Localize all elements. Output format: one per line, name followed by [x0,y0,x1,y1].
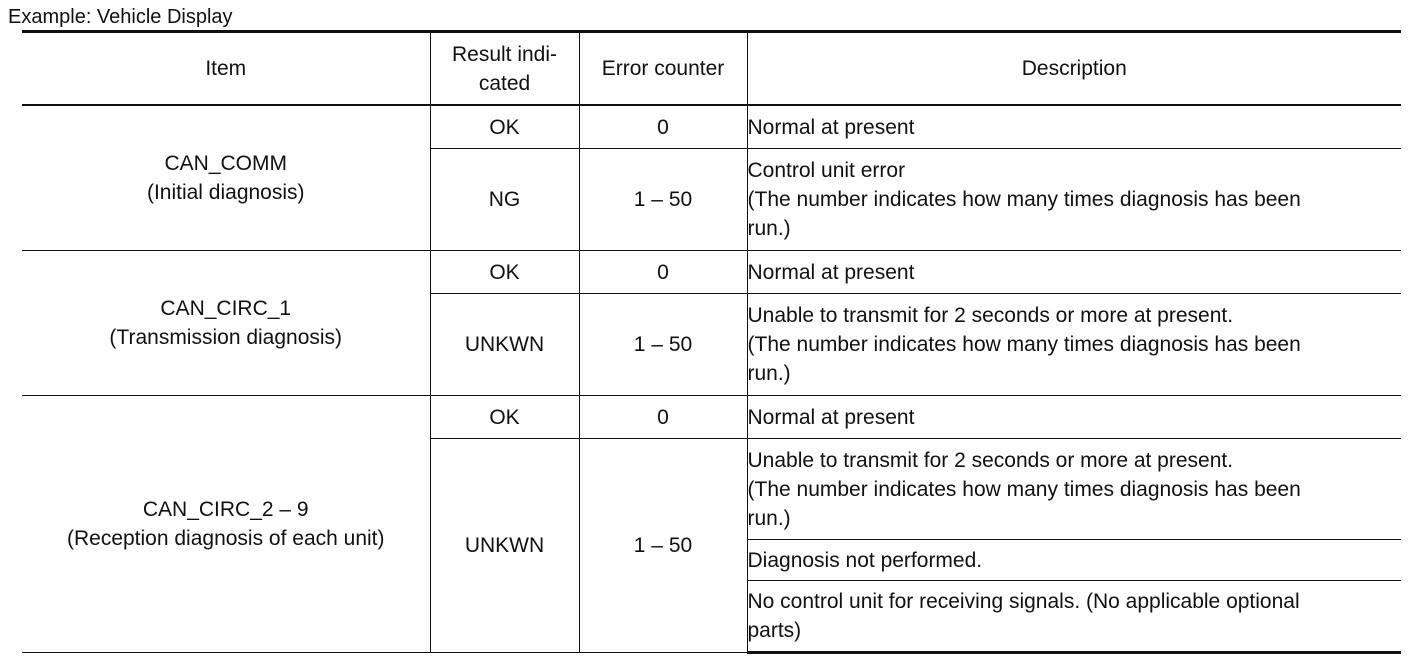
description-cell [747,581,1401,653]
description-line: run.) [747,217,791,240]
counter-cell: 1 – 50 [579,149,747,251]
description-line: Unable to transmit for 2 seconds or more at present. [747,448,1234,472]
item-name: CAN_COMM [164,152,287,175]
description-cell [747,294,1401,396]
table-row [22,105,1401,149]
item-cell [22,251,430,396]
caption: Example: Vehicle Display [8,6,233,28]
header-result-line2: cated [478,71,531,95]
table-header-row [22,32,1401,106]
item-name: CAN_CIRC_2 – 9 [142,498,309,521]
result-cell: NG [430,149,579,251]
description-line: (The number indicates how many times diagnosis has been [747,477,1301,501]
table-row [22,251,1401,294]
description-line: Unable to transmit for 2 seconds or more at present. [747,304,1234,327]
description-line: Control unit error [747,159,906,182]
description-line: parts) [747,619,802,642]
counter-cell: 1 – 50 [579,439,747,653]
header-error-counter: Error counter [579,32,747,106]
header-description: Description [747,32,1401,106]
table-row [22,396,1401,439]
result-cell: OK [430,251,579,294]
header-item: Item [22,32,430,106]
description-line: (The number indicates how many times diagnosis has been [747,333,1301,356]
counter-cell: 1 – 50 [579,294,747,396]
result-cell: UNKWN [430,439,579,653]
item-cell [22,396,430,653]
description-cell [747,439,1401,540]
header-result-indicated [430,32,579,106]
item-name: CAN_CIRC_1 [160,297,292,320]
item-cell [22,105,430,251]
counter-cell: 0 [579,396,747,439]
description-cell: Diagnosis not performed. [747,540,1401,581]
result-cell: UNKWN [430,294,579,396]
diagnosis-table [22,30,1401,654]
item-subtitle: (Initial diagnosis) [146,181,305,204]
description-cell: Normal at present [747,105,1401,149]
description-line: run.) [747,362,791,385]
description-line: run.) [747,506,791,530]
result-cell: OK [430,105,579,149]
description-line: (The number indicates how many times diagnosis has been [747,188,1301,211]
header-result-line1: Result indi- [451,42,558,66]
item-subtitle: (Reception diagnosis of each unit) [66,527,385,550]
description-line: No control unit for receiving signals. (No applicable optional [747,590,1300,613]
result-cell: OK [430,396,579,439]
description-cell: Normal at present [747,251,1401,294]
item-subtitle: (Transmission diagnosis) [109,326,343,349]
counter-cell: 0 [579,251,747,294]
description-cell: Normal at present [747,396,1401,439]
counter-cell: 0 [579,105,747,149]
description-cell [747,149,1401,251]
